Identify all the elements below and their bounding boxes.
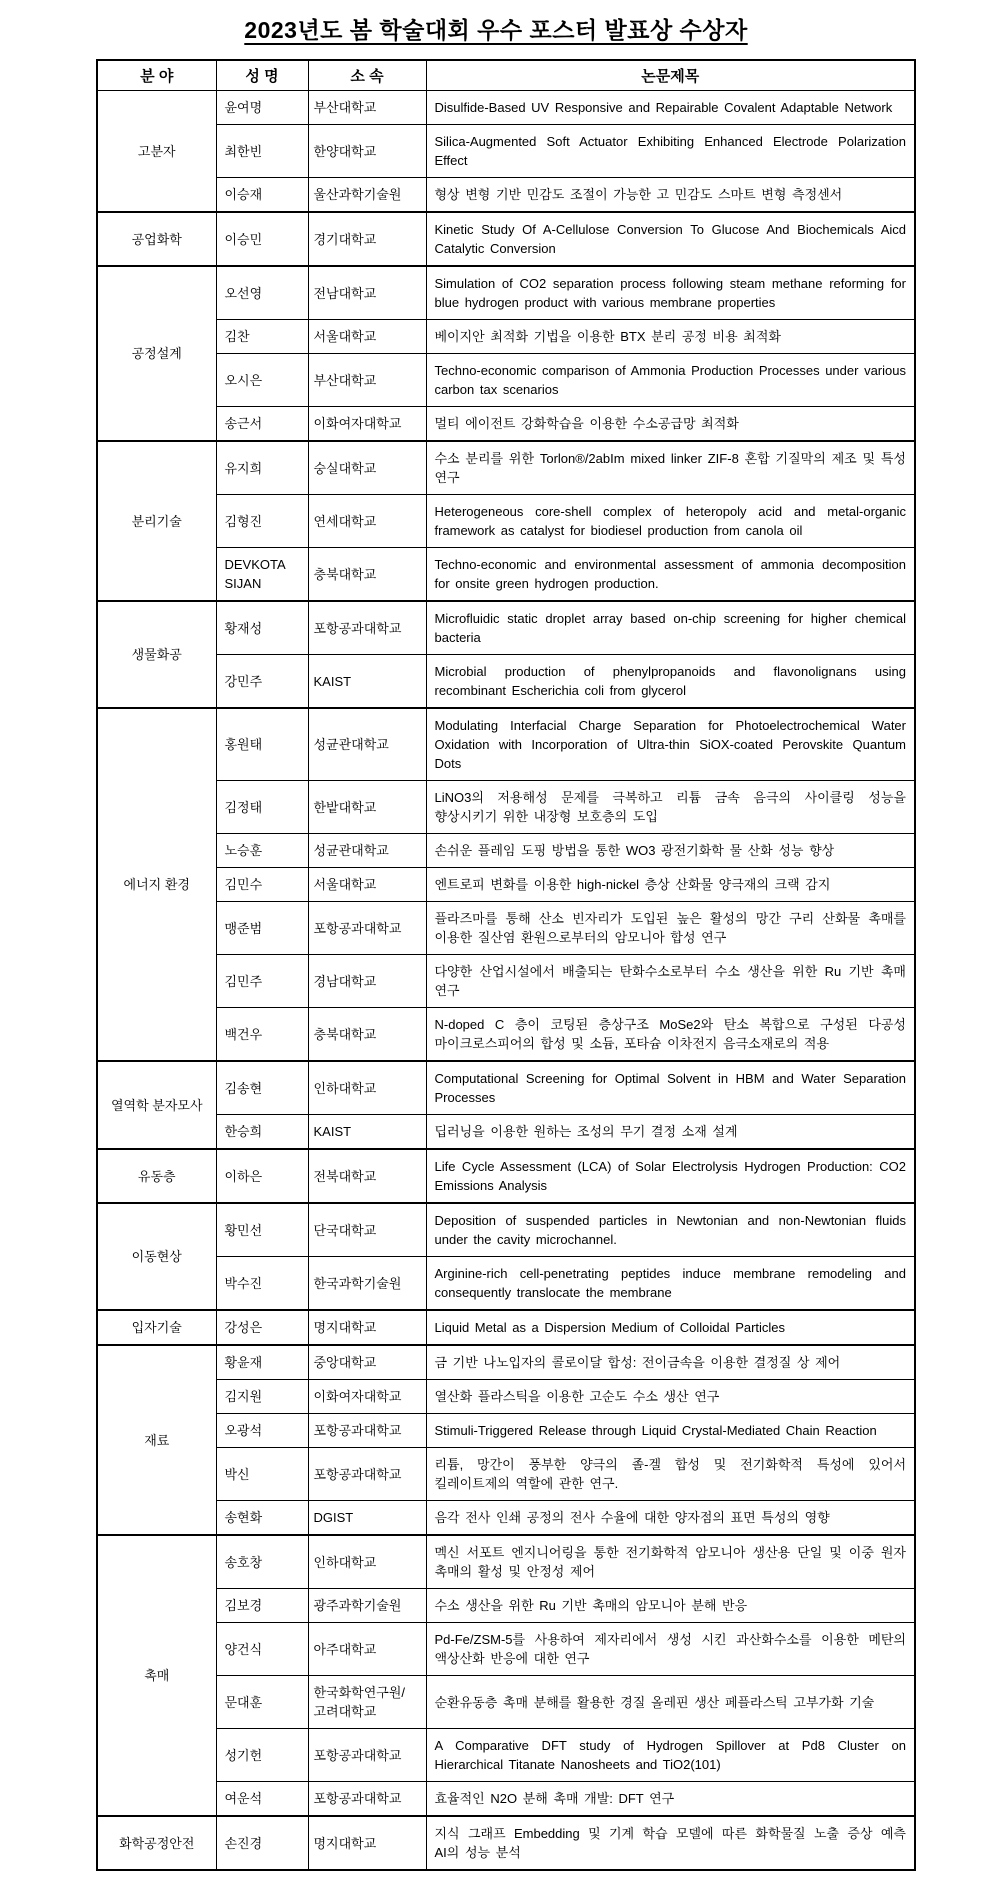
name-cell: 김민주 [216, 955, 308, 1008]
table-row [97, 1061, 915, 1115]
table-row [97, 1448, 915, 1501]
title-cell: Simulation of CO2 separation process following steam methane reforming for blue hydrogen product with various membrane properties [426, 266, 915, 320]
affiliation-cell: 서울대학교 [308, 320, 426, 354]
affiliation-cell: 서울대학교 [308, 868, 426, 902]
title-cell: 딥러닝을 이용한 원하는 조성의 무기 결정 소재 설계 [426, 1115, 915, 1150]
field-cell: 이동현상 [97, 1203, 216, 1310]
affiliation-cell: 중앙대학교 [308, 1345, 426, 1380]
table-row [97, 1310, 915, 1345]
table-row [97, 955, 915, 1008]
affiliation-cell: 인하대학교 [308, 1061, 426, 1115]
table-row [97, 266, 915, 320]
affiliation-cell: 부산대학교 [308, 354, 426, 407]
table-row [97, 407, 915, 442]
name-cell: 홍원태 [216, 708, 308, 781]
table-row [97, 1149, 915, 1203]
affiliation-cell: 포항공과대학교 [308, 1414, 426, 1448]
name-cell: 맹준범 [216, 902, 308, 955]
table-row [97, 1676, 915, 1729]
header-row [97, 60, 915, 91]
affiliation-cell: 명지대학교 [308, 1310, 426, 1345]
affiliation-cell: 광주과학기술원 [308, 1589, 426, 1623]
name-cell: 이승재 [216, 178, 308, 213]
name-cell: 여운석 [216, 1782, 308, 1817]
affiliation-cell: 포항공과대학교 [308, 1782, 426, 1817]
affiliation-cell: 전남대학교 [308, 266, 426, 320]
name-cell: 김민수 [216, 868, 308, 902]
affiliation-cell: 연세대학교 [308, 495, 426, 548]
name-cell: 오선영 [216, 266, 308, 320]
name-cell: 최한빈 [216, 125, 308, 178]
name-cell: 김찬 [216, 320, 308, 354]
affiliation-cell: 포항공과대학교 [308, 601, 426, 655]
title-cell: 금 기반 나노입자의 콜로이달 합성: 전이금속을 이용한 결정질 상 제어 [426, 1345, 915, 1380]
title-cell: Techno-economic comparison of Ammonia Production Processes under various carbon tax scenarios [426, 354, 915, 407]
name-cell: 오시은 [216, 354, 308, 407]
name-cell: 이하은 [216, 1149, 308, 1203]
title-cell: Stimuli-Triggered Release through Liquid Crystal-Mediated Chain Reaction [426, 1414, 915, 1448]
table-row [97, 1535, 915, 1589]
title-cell: 엔트로피 변화를 이용한 high-nickel 층상 산화물 양극재의 크랙 감지 [426, 868, 915, 902]
title-cell: Computational Screening for Optimal Solvent in HBM and Water Separation Processes [426, 1061, 915, 1115]
table-row [97, 601, 915, 655]
affiliation-cell: KAIST [308, 1115, 426, 1150]
title-cell: 음각 전사 인쇄 공정의 전사 수율에 대한 양자점의 표면 특성의 영향 [426, 1501, 915, 1536]
affiliation-cell: 성균관대학교 [308, 708, 426, 781]
affiliation-cell: 부산대학교 [308, 91, 426, 125]
table-row [97, 125, 915, 178]
title-cell: 형상 변형 기반 민감도 조절이 가능한 고 민감도 스마트 변형 측정센서 [426, 178, 915, 213]
title-cell: Silica-Augmented Soft Actuator Exhibiting Enhanced Electrode Polarization Effect [426, 125, 915, 178]
title-cell: 수소 생산을 위한 Ru 기반 촉매의 암모니아 분해 반응 [426, 1589, 915, 1623]
awards-table [96, 59, 916, 1871]
title-cell: Techno-economic and environmental assessment of ammonia decomposition for onsite green hydrogen production. [426, 548, 915, 602]
affiliation-cell: 이화여자대학교 [308, 1380, 426, 1414]
affiliation-cell: 단국대학교 [308, 1203, 426, 1257]
affiliation-cell: 아주대학교 [308, 1623, 426, 1676]
title-cell: 베이지안 최적화 기법을 이용한 BTX 분리 공정 비용 최적화 [426, 320, 915, 354]
name-cell: 윤여명 [216, 91, 308, 125]
name-cell: 강성은 [216, 1310, 308, 1345]
table-row [97, 1257, 915, 1311]
table-row [97, 320, 915, 354]
field-cell: 화학공정안전 [97, 1816, 216, 1870]
affiliation-cell: 명지대학교 [308, 1816, 426, 1870]
name-cell: 김보경 [216, 1589, 308, 1623]
table-row [97, 1115, 915, 1150]
table-row [97, 1345, 915, 1380]
name-cell: 유지희 [216, 441, 308, 495]
name-cell: 박신 [216, 1448, 308, 1501]
header-name: 성 명 [216, 60, 308, 91]
table-row [97, 1008, 915, 1062]
name-cell: 송호창 [216, 1535, 308, 1589]
name-cell: 강민주 [216, 655, 308, 709]
title-cell: 멀티 에이전트 강화학습을 이용한 수소공급망 최적화 [426, 407, 915, 442]
title-cell: 멕신 서포트 엔지니어링을 통한 전기화학적 암모니아 생산용 단일 및 이중 원자 촉매의 활성 및 안정성 제어 [426, 1535, 915, 1589]
title-cell: Life Cycle Assessment (LCA) of Solar Electrolysis Hydrogen Production: CO2 Emissions Analysis [426, 1149, 915, 1203]
affiliation-cell: 한국과학기술원 [308, 1257, 426, 1311]
field-cell: 공정설계 [97, 266, 216, 441]
name-cell: 김형진 [216, 495, 308, 548]
table-row [97, 1203, 915, 1257]
field-cell: 촉매 [97, 1535, 216, 1816]
name-cell: 백건우 [216, 1008, 308, 1062]
field-cell: 고분자 [97, 91, 216, 213]
name-cell: 오광석 [216, 1414, 308, 1448]
affiliation-cell: 포항공과대학교 [308, 1448, 426, 1501]
field-cell: 생물화공 [97, 601, 216, 708]
field-cell: 분리기술 [97, 441, 216, 601]
page-title: 2023년도 봄 학술대회 우수 포스터 발표상 수상자 [244, 17, 748, 43]
title-cell: Kinetic Study Of A-Cellulose Conversion To Glucose And Biochemicals Aicd Catalytic Conversion [426, 212, 915, 266]
affiliation-cell: 인하대학교 [308, 1535, 426, 1589]
title-cell: A Comparative DFT study of Hydrogen Spillover at Pd8 Cluster on Hierarchical Titanate Nanosheets and TiO2(101) [426, 1729, 915, 1782]
affiliation-cell: 한밭대학교 [308, 781, 426, 834]
header-title: 논문제목 [426, 60, 915, 91]
table-row [97, 781, 915, 834]
title-cell: 수소 분리를 위한 Torlon®/2abIm mixed linker ZIF-8 혼합 기질막의 제조 및 특성 연구 [426, 441, 915, 495]
affiliation-cell: 숭실대학교 [308, 441, 426, 495]
title-cell: 효율적인 N2O 분해 촉매 개발: DFT 연구 [426, 1782, 915, 1817]
name-cell: 문대훈 [216, 1676, 308, 1729]
table-row [97, 441, 915, 495]
title-cell: 손쉬운 플레임 도핑 방법을 통한 WO3 광전기화학 물 산화 성능 향상 [426, 834, 915, 868]
header-field: 분 야 [97, 60, 216, 91]
name-cell: 성기헌 [216, 1729, 308, 1782]
table-header [97, 60, 915, 91]
title-cell: 순환유동층 촉매 분해를 활용한 경질 올레핀 생산 페플라스틱 고부가화 기술 [426, 1676, 915, 1729]
name-cell: 김송현 [216, 1061, 308, 1115]
affiliation-cell: 한국화학연구원/고려대학교 [308, 1676, 426, 1729]
title-cell: Microfluidic static droplet array based on-chip screening for higher chemical bacteria [426, 601, 915, 655]
table-row [97, 1501, 915, 1536]
table-row [97, 1782, 915, 1817]
title-cell: Liquid Metal as a Dispersion Medium of Colloidal Particles [426, 1310, 915, 1345]
affiliation-cell: 경기대학교 [308, 212, 426, 266]
title-cell: 지식 그래프 Embedding 및 기계 학습 모델에 따른 화학물질 노출 증상 예측 AI의 성능 분석 [426, 1816, 915, 1870]
affiliation-cell: 충북대학교 [308, 548, 426, 602]
awards-table-body [97, 91, 915, 1871]
title-cell: Arginine-rich cell-penetrating peptides induce membrane remodeling and consequently translocate the membrane [426, 1257, 915, 1311]
name-cell: 송현화 [216, 1501, 308, 1536]
table-row [97, 495, 915, 548]
header-affiliation: 소 속 [308, 60, 426, 91]
name-cell: 이승민 [216, 212, 308, 266]
title-cell: Deposition of suspended particles in Newtonian and non-Newtonian fluids under the cavity microchannel. [426, 1203, 915, 1257]
table-row [97, 91, 915, 125]
name-cell: 황윤재 [216, 1345, 308, 1380]
name-cell: 김지원 [216, 1380, 308, 1414]
title-cell: 다양한 산업시설에서 배출되는 탄화수소로부터 수소 생산을 위한 Ru 기반 촉매 연구 [426, 955, 915, 1008]
affiliation-cell: 한양대학교 [308, 125, 426, 178]
title-cell: Disulfide-Based UV Responsive and Repairable Covalent Adaptable Network [426, 91, 915, 125]
field-cell: 재료 [97, 1345, 216, 1535]
name-cell: 양건식 [216, 1623, 308, 1676]
name-cell: 손진경 [216, 1816, 308, 1870]
field-cell: 공업화학 [97, 212, 216, 266]
name-cell: DEVKOTA SIJAN [216, 548, 308, 602]
affiliation-cell: 포항공과대학교 [308, 1729, 426, 1782]
affiliation-cell: 충북대학교 [308, 1008, 426, 1062]
table-row [97, 354, 915, 407]
name-cell: 황재성 [216, 601, 308, 655]
name-cell: 김정태 [216, 781, 308, 834]
title-cell: LiNO3의 저용해성 문제를 극복하고 리튬 금속 음극의 사이클링 성능을 향상시키기 위한 내장형 보호층의 도입 [426, 781, 915, 834]
table-row [97, 868, 915, 902]
table-row [97, 1729, 915, 1782]
table-row [97, 1623, 915, 1676]
name-cell: 박수진 [216, 1257, 308, 1311]
affiliation-cell: KAIST [308, 655, 426, 709]
name-cell: 송근서 [216, 407, 308, 442]
table-row [97, 1816, 915, 1870]
table-row [97, 708, 915, 781]
affiliation-cell: 경남대학교 [308, 955, 426, 1008]
affiliation-cell: 이화여자대학교 [308, 407, 426, 442]
affiliation-cell: 포항공과대학교 [308, 902, 426, 955]
table-row [97, 212, 915, 266]
title-cell: 플라즈마를 통해 산소 빈자리가 도입된 높은 활성의 망간 구리 산화물 촉매를 이용한 질산염 환원으로부터의 암모니아 합성 연구 [426, 902, 915, 955]
title-cell: N-doped C 층이 코팅된 층상구조 MoSe2와 탄소 복합으로 구성된 다공성 마이크로스피어의 합성 및 소듐, 포타슘 이차전지 음극소재로의 적용 [426, 1008, 915, 1062]
affiliation-cell: 전북대학교 [308, 1149, 426, 1203]
field-cell: 유동층 [97, 1149, 216, 1203]
table-row [97, 1380, 915, 1414]
table-row [97, 1414, 915, 1448]
affiliation-cell: DGIST [308, 1501, 426, 1536]
table-row [97, 655, 915, 709]
affiliation-cell: 울산과학기술원 [308, 178, 426, 213]
affiliation-cell: 성균관대학교 [308, 834, 426, 868]
table-row [97, 834, 915, 868]
title-cell: 리튬, 망간이 풍부한 양극의 졸-겔 합성 및 전기화학적 특성에 있어서 킬레이트제의 역할에 관한 연구. [426, 1448, 915, 1501]
title-cell: Heterogeneous core-shell complex of heteropoly acid and metal-organic framework as catalyst for biodiesel production from canola oil [426, 495, 915, 548]
title-cell: Pd-Fe/ZSM-5를 사용하여 제자리에서 생성 시킨 과산화수소를 이용한 메탄의 액상산화 반응에 대한 연구 [426, 1623, 915, 1676]
title-cell: Microbial production of phenylpropanoids and flavonolignans using recombinant Escherichia coli from glycerol [426, 655, 915, 709]
field-cell: 열역학 분자모사 [97, 1061, 216, 1149]
field-cell: 입자기술 [97, 1310, 216, 1345]
name-cell: 노승훈 [216, 834, 308, 868]
title-cell: Modulating Interfacial Charge Separation for Photoelectrochemical Water Oxidation with Incorporation of Ultra-thin SiOX-coated Perovskite Quantum Dots [426, 708, 915, 781]
table-row [97, 902, 915, 955]
table-row [97, 178, 915, 213]
table-row [97, 548, 915, 602]
table-row [97, 1589, 915, 1623]
title-cell: 열산화 플라스틱을 이용한 고순도 수소 생산 연구 [426, 1380, 915, 1414]
name-cell: 한승희 [216, 1115, 308, 1150]
name-cell: 황민선 [216, 1203, 308, 1257]
field-cell: 에너지 환경 [97, 708, 216, 1061]
